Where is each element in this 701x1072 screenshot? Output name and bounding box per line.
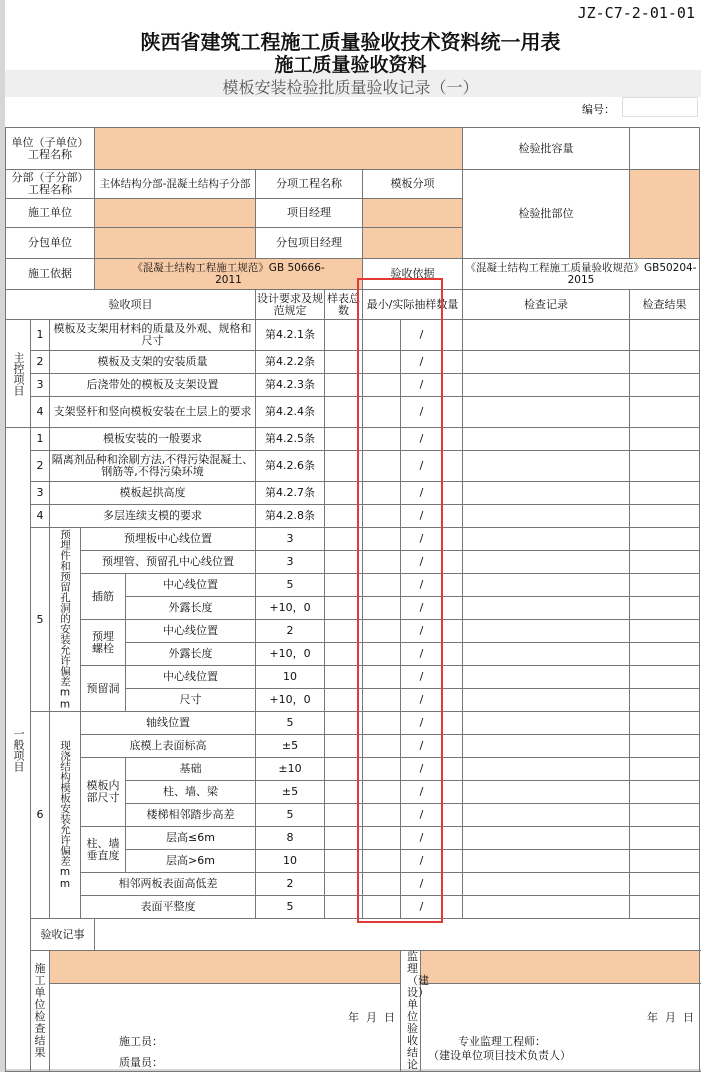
item-spec: +10，0 [256,597,325,620]
min-actual-cell[interactable] [443,374,463,397]
result-cell[interactable] [630,482,700,505]
division-label: 分部（子分部）工程名称 [6,170,95,199]
record-cell[interactable] [463,781,630,804]
record-cell[interactable] [463,620,630,643]
sample-total-cell[interactable] [325,758,363,781]
sample-count: / [401,896,443,919]
min-actual-cell[interactable] [363,689,401,712]
item-desc: 中心线位置 [126,574,256,597]
notes-field[interactable] [95,919,700,951]
constructor-check-label: 施工单位检查结果 [31,951,50,1072]
record-cell[interactable] [463,374,630,397]
record-cell[interactable] [463,505,630,528]
item-spec: 3 [256,528,325,551]
code-input[interactable] [622,97,698,117]
sample-total-cell[interactable] [325,482,363,505]
item-spec: 5 [256,804,325,827]
item-spec: 5 [256,712,325,735]
subcontractor-label: 分包单位 [6,228,95,259]
min-actual-cell[interactable] [443,735,463,758]
sample-count: / [401,827,443,850]
record-cell[interactable] [463,689,630,712]
item-no: 2 [31,451,50,482]
sample-count: / [401,643,443,666]
sample-count: / [401,850,443,873]
min-actual-cell[interactable] [363,374,401,397]
sample-total-cell[interactable] [325,397,363,428]
item-spec: 第4.2.6条 [256,451,325,482]
item-desc: 层高≤6m [126,827,256,850]
min-actual-cell[interactable] [443,351,463,374]
item-desc: 底模上表面标高 [81,735,256,758]
inner-size-label: 模板内部尺寸 [81,758,126,827]
sample-count: / [401,735,443,758]
cast-formwork-group-label: 现浇结构模板安装允许偏差mm [50,712,81,919]
item-spec: ±5 [256,735,325,758]
sample-total-cell[interactable] [325,320,363,351]
sub-pm-label: 分包项目经理 [256,228,363,259]
supervisor-sign-area[interactable] [421,984,700,1072]
sample-count: / [401,666,443,689]
sample-total-cell[interactable] [325,428,363,451]
sample-count: / [401,574,443,597]
min-actual-cell[interactable] [363,666,401,689]
subcontractor-field[interactable] [95,228,256,259]
item-no: 3 [31,482,50,505]
item-spec: ±5 [256,781,325,804]
sample-total-cell[interactable] [325,827,363,850]
record-cell[interactable] [463,397,630,428]
supervisor-conclusion-label: 监理（建设）单位验收结论 [401,951,421,1072]
col-item-header: 验收项目 [6,290,256,320]
min-actual-cell[interactable] [363,735,401,758]
sample-count: / [401,397,443,428]
pm-label: 项目经理 [256,199,363,228]
sample-count: / [401,620,443,643]
result-cell[interactable] [630,620,700,643]
result-cell[interactable] [630,528,700,551]
result-cell[interactable] [630,597,700,620]
sample-count: / [401,505,443,528]
min-actual-cell[interactable] [443,551,463,574]
sample-count: / [401,712,443,735]
item-spec: 2 [256,620,325,643]
result-cell[interactable] [630,428,700,451]
result-cell[interactable] [630,689,700,712]
notes-label: 验收记事 [31,919,95,951]
item-no: 4 [31,397,50,428]
rebar-label: 插筋 [81,574,126,620]
record-cell[interactable] [463,758,630,781]
engineer-note: （建设单位项目技术负责人） [428,1048,571,1062]
item-spec: 10 [256,666,325,689]
record-cell[interactable] [463,597,630,620]
record-cell[interactable] [463,428,630,451]
col-sample-total-header: 样表总数 [325,290,363,320]
min-actual-cell[interactable] [443,758,463,781]
item-no: 6 [31,712,50,919]
record-title: 模板安装检验批质量验收记录（一） [222,78,479,97]
min-actual-cell[interactable] [363,451,401,482]
record-cell[interactable] [463,896,630,919]
qc-label: 质量员： [119,1055,163,1069]
min-actual-cell[interactable] [363,397,401,428]
item-spec: +10，0 [256,689,325,712]
record-cell[interactable] [463,850,630,873]
record-cell[interactable] [463,666,630,689]
result-cell[interactable] [630,758,700,781]
min-actual-cell[interactable] [443,505,463,528]
result-cell[interactable] [630,781,700,804]
constructor-date: 年 月 日 [348,1010,395,1024]
record-cell[interactable] [463,712,630,735]
item-spec: 3 [256,551,325,574]
record-cell[interactable] [463,528,630,551]
sample-total-cell[interactable] [325,374,363,397]
result-cell[interactable] [630,374,700,397]
result-cell[interactable] [630,827,700,850]
min-actual-cell[interactable] [443,428,463,451]
item-spec: 2 [256,873,325,896]
batch-location-field[interactable] [630,170,700,259]
sample-total-cell[interactable] [325,850,363,873]
result-cell[interactable] [630,643,700,666]
col-result-header: 检查结果 [630,290,700,320]
sample-count: / [401,482,443,505]
item-no: 5 [31,528,50,712]
item-no: 4 [31,505,50,528]
item-desc: 预埋板中心线位置 [81,528,256,551]
item-spec: 第4.2.5条 [256,428,325,451]
result-cell[interactable] [630,850,700,873]
item-desc: 中心线位置 [126,620,256,643]
min-actual-cell[interactable] [443,827,463,850]
item-no: 1 [31,320,50,351]
result-cell[interactable] [630,351,700,374]
constructor-sign-area[interactable] [50,984,401,1072]
main-control-group-label: 主控项目 [6,320,31,428]
min-actual-cell[interactable] [363,482,401,505]
min-actual-cell[interactable] [363,827,401,850]
record-cell[interactable] [463,574,630,597]
item-no: 2 [31,351,50,374]
min-actual-cell[interactable] [363,428,401,451]
constructor-label: 施工单位 [6,199,95,228]
min-actual-cell[interactable] [443,666,463,689]
embedded-parts-group-label: 预埋件和预留孔洞的安装允许偏差mm [50,528,81,712]
sample-total-cell[interactable] [325,689,363,712]
record-cell[interactable] [463,873,630,896]
constructor-field[interactable] [95,199,256,228]
sample-total-cell[interactable] [325,505,363,528]
form-subtitle: 施工质量验收资料 [274,54,427,76]
min-actual-cell[interactable] [443,781,463,804]
min-actual-cell[interactable] [443,528,463,551]
pm-field[interactable] [363,199,463,228]
batch-location-label: 检验批部位 [463,170,630,259]
min-actual-cell[interactable] [363,320,401,351]
sample-total-cell[interactable] [325,620,363,643]
code-label: 编号： [582,103,615,116]
result-cell[interactable] [630,451,700,482]
construction-basis-label: 施工依据 [6,259,95,290]
min-actual-cell[interactable] [443,873,463,896]
item-desc: 基础 [126,758,256,781]
sample-total-cell[interactable] [325,804,363,827]
worker-label: 施工员： [119,1034,163,1048]
sample-count: / [401,351,443,374]
item-desc: 预埋管、预留孔中心线位置 [81,551,256,574]
sample-total-cell[interactable] [325,712,363,735]
unit-project-field[interactable] [95,128,463,170]
min-actual-cell[interactable] [443,804,463,827]
result-cell[interactable] [630,397,700,428]
verticality-label: 柱、墙垂直度 [81,827,126,873]
record-cell[interactable] [463,643,630,666]
item-desc: 层高>6m [126,850,256,873]
min-actual-cell[interactable] [363,804,401,827]
min-actual-cell[interactable] [443,620,463,643]
item-desc: 尺寸 [126,689,256,712]
item-spec: 第4.2.1条 [256,320,325,351]
item-desc: 表面平整度 [81,896,256,919]
sample-total-cell[interactable] [325,643,363,666]
item-desc: 多层连续支模的要求 [50,505,256,528]
min-actual-cell[interactable] [363,896,401,919]
unit-project-label: 单位（子单位）工程名称 [6,128,95,170]
record-cell[interactable] [463,804,630,827]
supervisor-conclusion-field[interactable] [421,951,700,984]
item-spec: +10，0 [256,643,325,666]
min-actual-cell[interactable] [363,850,401,873]
min-actual-cell[interactable] [443,320,463,351]
min-actual-cell[interactable] [363,620,401,643]
sample-count: / [401,873,443,896]
result-cell[interactable] [630,666,700,689]
sample-count: / [401,528,443,551]
result-cell[interactable] [630,712,700,735]
item-desc: 楼梯相邻踏步高差 [126,804,256,827]
item-spec: 第4.2.8条 [256,505,325,528]
min-actual-cell[interactable] [443,451,463,482]
sample-total-cell[interactable] [325,666,363,689]
item-desc: 支架竖杆和竖向模板安装在土层上的要求 [50,397,256,428]
sample-count: / [401,689,443,712]
item-desc: 中心线位置 [126,666,256,689]
sample-count: / [401,781,443,804]
result-cell[interactable] [630,804,700,827]
sample-total-cell[interactable] [325,735,363,758]
record-cell[interactable] [463,451,630,482]
general-group-label: 一般项目 [6,428,31,1072]
construction-basis-field[interactable]: 《混凝土结构工程施工规范》GB 50666-2011 [95,259,363,290]
col-design-header: 设计要求及规范规定 [256,290,325,320]
sample-count: / [401,374,443,397]
item-desc: 模板安装的一般要求 [50,428,256,451]
sample-total-cell[interactable] [325,597,363,620]
sample-count: / [401,428,443,451]
min-actual-cell[interactable] [363,712,401,735]
record-cell[interactable] [463,735,630,758]
item-desc: 外露长度 [126,643,256,666]
acceptance-basis-field[interactable]: 《混凝土结构工程施工质量验收规范》GB50204-2015 [463,259,700,290]
item-desc: 隔离剂品种和涂刷方法,不得污染混凝土、钢筋等,不得污染环境 [50,451,256,482]
min-actual-cell[interactable] [443,643,463,666]
item-desc: 模板及支架用材料的质量及外观、规格和尺寸 [50,320,256,351]
min-actual-cell[interactable] [363,597,401,620]
bolt-label: 预埋螺栓 [81,620,126,666]
min-actual-cell[interactable] [363,643,401,666]
col-min-actual-header: 最小/实际抽样数量 [363,290,463,320]
sample-count: / [401,451,443,482]
item-spec: 8 [256,827,325,850]
engineer-label: 专业监理工程师： [458,1034,546,1048]
hole-label: 预留洞 [81,666,126,712]
min-actual-cell[interactable] [443,574,463,597]
item-desc: 轴线位置 [81,712,256,735]
sample-count: / [401,597,443,620]
min-actual-cell[interactable] [363,528,401,551]
item-spec: 第4.2.3条 [256,374,325,397]
min-actual-cell[interactable] [363,758,401,781]
sample-total-cell[interactable] [325,451,363,482]
subitem-field[interactable]: 模板分项 [363,170,463,199]
result-cell[interactable] [630,505,700,528]
min-actual-cell[interactable] [363,505,401,528]
subitem-label: 分项工程名称 [256,170,363,199]
min-actual-cell[interactable] [443,482,463,505]
min-actual-cell[interactable] [443,712,463,735]
sub-pm-field[interactable] [363,228,463,259]
record-cell[interactable] [463,320,630,351]
result-cell[interactable] [630,896,700,919]
sample-total-cell[interactable] [325,781,363,804]
document-number: JZ-C7-2-01-01 [577,4,695,22]
sample-total-cell[interactable] [325,896,363,919]
item-desc: 后浇带处的模板及支架设置 [50,374,256,397]
sample-total-cell[interactable] [325,528,363,551]
result-cell[interactable] [630,320,700,351]
item-desc: 外露长度 [126,597,256,620]
sample-total-cell[interactable] [325,551,363,574]
item-no: 3 [31,374,50,397]
batch-capacity-field[interactable] [630,128,700,170]
sample-count: / [401,551,443,574]
item-no: 1 [31,428,50,451]
form-title: 陕西省建筑工程施工质量验收技术资料统一用表 [140,30,561,54]
min-actual-cell[interactable] [363,574,401,597]
min-actual-cell[interactable] [363,551,401,574]
min-actual-cell[interactable] [363,781,401,804]
min-actual-cell[interactable] [443,896,463,919]
sample-count: / [401,758,443,781]
constructor-result-field[interactable] [50,951,401,984]
record-cell[interactable] [463,827,630,850]
item-spec: 5 [256,574,325,597]
item-spec: 第4.2.7条 [256,482,325,505]
result-cell[interactable] [630,551,700,574]
item-spec: 第4.2.4条 [256,397,325,428]
sample-total-cell[interactable] [325,873,363,896]
inspection-table [5,127,700,1072]
division-field[interactable]: 主体结构分部-混凝土结构子分部 [95,170,256,199]
min-actual-cell[interactable] [443,850,463,873]
min-actual-cell[interactable] [443,597,463,620]
min-actual-cell[interactable] [443,689,463,712]
col-record-header: 检查记录 [463,290,630,320]
item-spec: 第4.2.2条 [256,351,325,374]
sample-total-cell[interactable] [325,574,363,597]
min-actual-cell[interactable] [363,873,401,896]
sample-total-cell[interactable] [325,351,363,374]
result-cell[interactable] [630,735,700,758]
batch-capacity-label: 检验批容量 [463,128,630,170]
record-cell[interactable] [463,551,630,574]
min-actual-cell[interactable] [443,397,463,428]
record-cell[interactable] [463,351,630,374]
item-desc: 模板及支架的安装质量 [50,351,256,374]
result-cell[interactable] [630,873,700,896]
record-cell[interactable] [463,482,630,505]
supervisor-date: 年 月 日 [647,1010,694,1024]
item-desc: 柱、墙、梁 [126,781,256,804]
item-spec: ±10 [256,758,325,781]
acceptance-basis-label: 验收依据 [363,259,463,290]
item-spec: 5 [256,896,325,919]
item-desc: 模板起拱高度 [50,482,256,505]
item-desc: 相邻两板表面高低差 [81,873,256,896]
sample-count: / [401,320,443,351]
min-actual-cell[interactable] [363,351,401,374]
result-cell[interactable] [630,574,700,597]
item-spec: 10 [256,850,325,873]
sample-count: / [401,804,443,827]
